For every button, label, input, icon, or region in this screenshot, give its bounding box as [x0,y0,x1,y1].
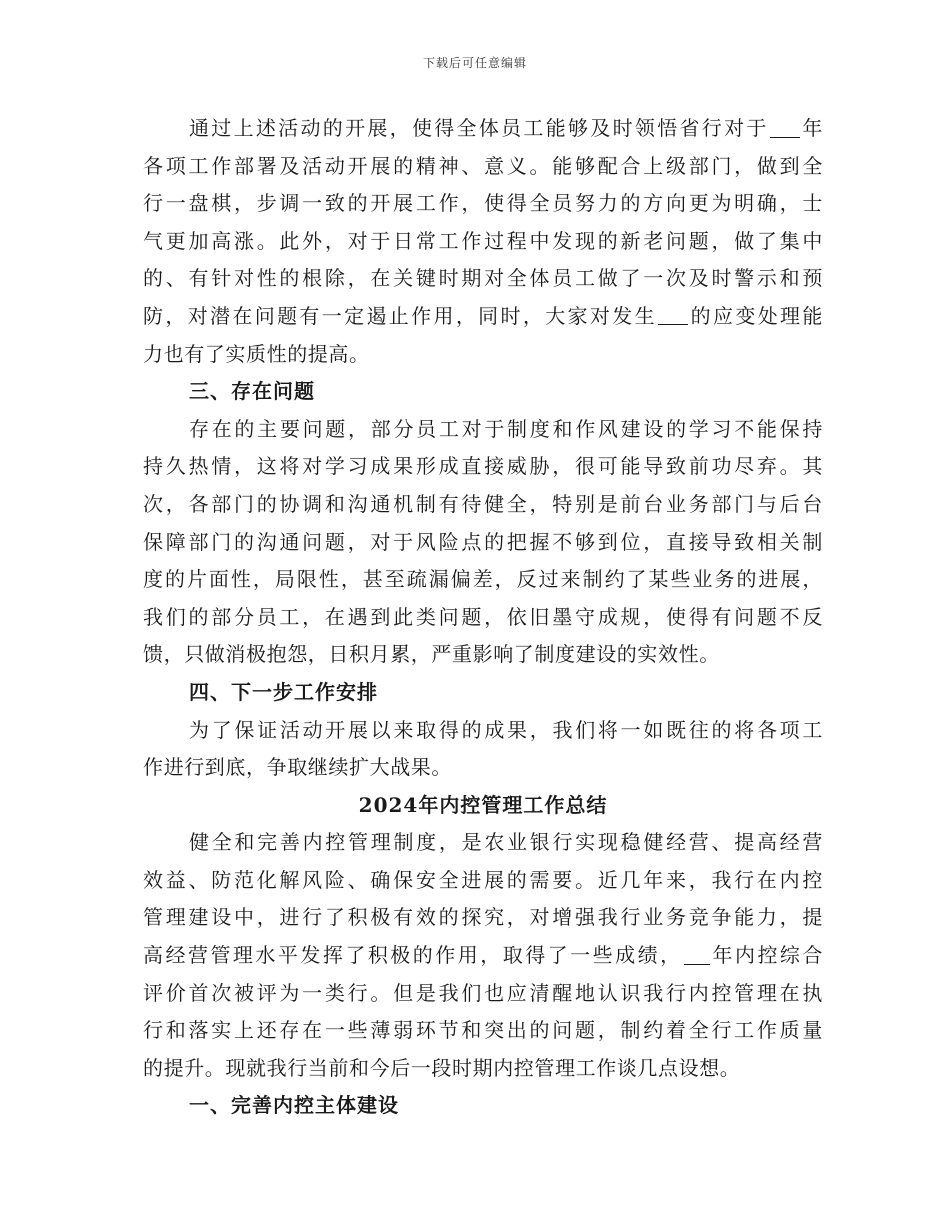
document-body [143,110,823,1125]
paragraph-line: 我们的部分员工，在遇到此类问题，依旧墨守成规，使得有问题不反 [143,604,823,629]
section-heading-internal-control: 一、完善内控主体建设 [189,1093,399,1118]
paragraph-line: 保障部门的沟通问题，对于风险点的把握不够到位，直接导致相关制 [143,529,823,554]
paragraph-line: 防，对潜在问题有一定遏止作用，同时，大家对发生 的应变处理能 [143,303,823,328]
paragraph-line: 行和落实上还存在一些薄弱环节和突出的问题，制约着全行工作质量 [143,1018,823,1043]
paragraph-line: 气更加高涨。此外，对于日常工作过程中发现的新老问题，做了集中 [143,228,823,253]
paragraph-line: 评价首次被评为一类行。但是我们也应清醒地认识我行内控管理在执 [143,980,823,1005]
paragraph-line: 通过上述活动的开展，使得全体员工能够及时领悟省行对于 年 [189,116,823,140]
paragraph-line: 各项工作部署及活动开展的精神、意义。能够配合上级部门，做到全 [143,153,823,178]
paragraph-line: 的、有针对性的根除，在关键时期对全体员工做了一次及时警示和预 [143,266,823,291]
paragraph-line: 为了保证活动开展以来取得的成果，我们将一如既往的将各项工 [189,717,823,742]
paragraph-line: 高经营管理水平发挥了积极的作用，取得了一些成绩， 年内控综合 [143,943,824,968]
paragraph-line: 力也有了实质性的提高。 [143,341,370,366]
section-heading-next-steps: 四、下一步工作安排 [189,679,378,704]
paragraph-line: 效益、防范化解风险、确保安全进展的需要。近几年来，我行在内控 [143,867,823,892]
paragraph-line: 度的片面性，局限性，甚至疏漏偏差，反过来制约了某些业务的进展， [143,567,823,592]
paragraph-line: 馈，只做消极抱怨，日积月累，严重影响了制度建设的实效性。 [143,642,720,667]
section-heading-problems: 三、存在问题 [189,379,315,404]
paragraph-line: 健全和完善内控管理制度，是农业银行实现稳健经营、提高经营 [189,830,823,855]
paragraph-line: 存在的主要问题，部分员工对于制度和作风建设的学习不能保持 [189,416,823,441]
fill-in-blank [684,963,710,965]
document-title: 2024年内控管理工作总结 [358,792,608,817]
fill-in-blank [658,323,688,325]
fill-in-blank [770,136,800,138]
paragraph-line: 行一盘棋，步调一致的开展工作，使得全员努力的方向更为明确，士 [143,191,823,216]
paragraph-line: 作进行到底，争取继续扩大战果。 [143,755,452,780]
header-note: 下载后可任意编辑 [422,56,527,70]
paragraph-line: 管理建设中，进行了积极有效的探究，对增强我行业务竞争能力，提 [143,905,823,930]
paragraph-line: 持久热情，这将对学习成果形成直接威胁，很可能导致前功尽弃。其 [143,454,823,479]
paragraph-line: 的提升。现就我行当前和今后一段时期内控管理工作谈几点设想。 [143,1055,741,1080]
paragraph-line: 次，各部门的协调和沟通机制有待健全，特别是前台业务部门与后台 [143,491,823,516]
